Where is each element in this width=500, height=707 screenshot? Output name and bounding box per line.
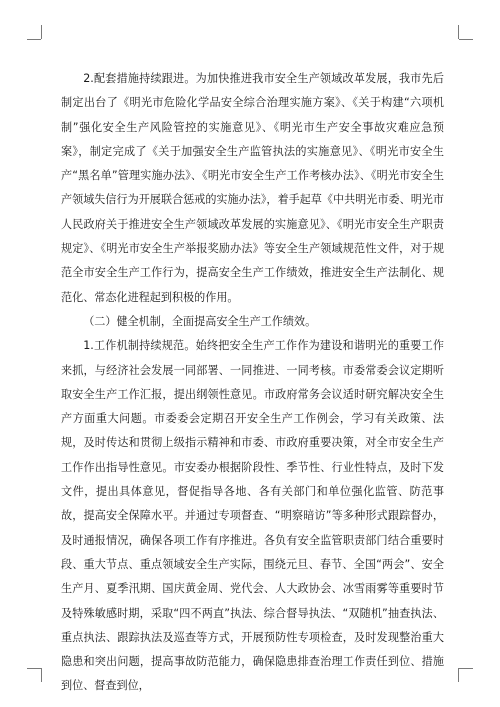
- crop-mark-top-right-vertical: [458, 25, 459, 39]
- crop-mark-top-left-horizontal: [27, 39, 41, 40]
- document-body: [61, 67, 444, 699]
- crop-mark-bottom-left-horizontal: [27, 668, 41, 669]
- crop-mark-bottom-left-vertical: [41, 668, 42, 682]
- crop-mark-bottom-right-vertical: [458, 668, 459, 682]
- section-heading-mechanisms: （二）健全机制，全面提高安全生产工作绩效。: [83, 314, 317, 328]
- crop-mark-top-left-vertical: [41, 25, 42, 39]
- paragraph-work-mechanism: 1.工作机制持续规范。始终把安全生产工作作为建设和谐明光的重要工作来抓，与经济社会发展一同部署、一同推进、一同考核。市委常委会议定期听取安全生产工作汇报，提出纲领性意见。市政府常务会议适时研究解决安全生产方面重大问题。市委委会定期召开安全生产工作例会，学习有关政策、法规，及时传达和贯彻上级指示精神和市委、市政府重要决策，对全市安全生产工作作出指导性意见。市安委办根据阶段性、季节性、行业性特点，及时下发文件，提出具体意见，督促指导各地、各有关部门和单位强化监管、防范事故，提高安全保障水平。并通过专项督查、“明察暗访”等多种形式跟踪督办，及时通报情况，确保各项工作有序推进。各负有安全监管职责部门结合重要时段、重大节点、重点领域安全生产实际，围绕元旦、春节、全国“两会”、安全生产月、夏季汛期、国庆黄金周、党代会、人大政协会、冰雪雨雾等重要时节及特殊敏感时期，采取“四不两直”执法、综合督导执法、“双随机”抽查执法、重点执法、跟踪执法及巡查等方式，开展预防性专项检查，及时发现整治重大隐患和突出问题，提高事故防范能力，确保隐患排查治理工作责任到位、措施到位、督查到位，: [61, 339, 444, 693]
- crop-mark-bottom-right-horizontal: [459, 668, 473, 669]
- paragraph-supporting-measures: 2.配套措施持续跟进。为加快推进我市安全生产领域改革发展，我市先后制定出台了《明光市危险化学品安全综合治理实施方案》、《关于构建“六项机制”强化安全生产风险管控的实施意见》、《明光市生产安全事故灾难应急预案》，制定完成了《关于加强安全生产监管执法的实施意见》、《明光市安全生产“黑名单”管理实施办法》、《明光市安全生产工作考核办法》、《明光市安全生产领域失信行为开展联合惩戒的实施办法》，着手起草《中共明光市委、明光市人民政府关于推进安全生产领域改革发展的实施意见》、《明光市安全生产职责规定》、《明光市安全生产举报奖励办法》等安全生产领域规范性文件，对于规范全市安全生产工作行为，提高安全生产工作绩效，推进安全生产法制化、规范化、常态化进程起到积极的作用。: [61, 72, 444, 304]
- crop-mark-top-right-horizontal: [459, 39, 473, 40]
